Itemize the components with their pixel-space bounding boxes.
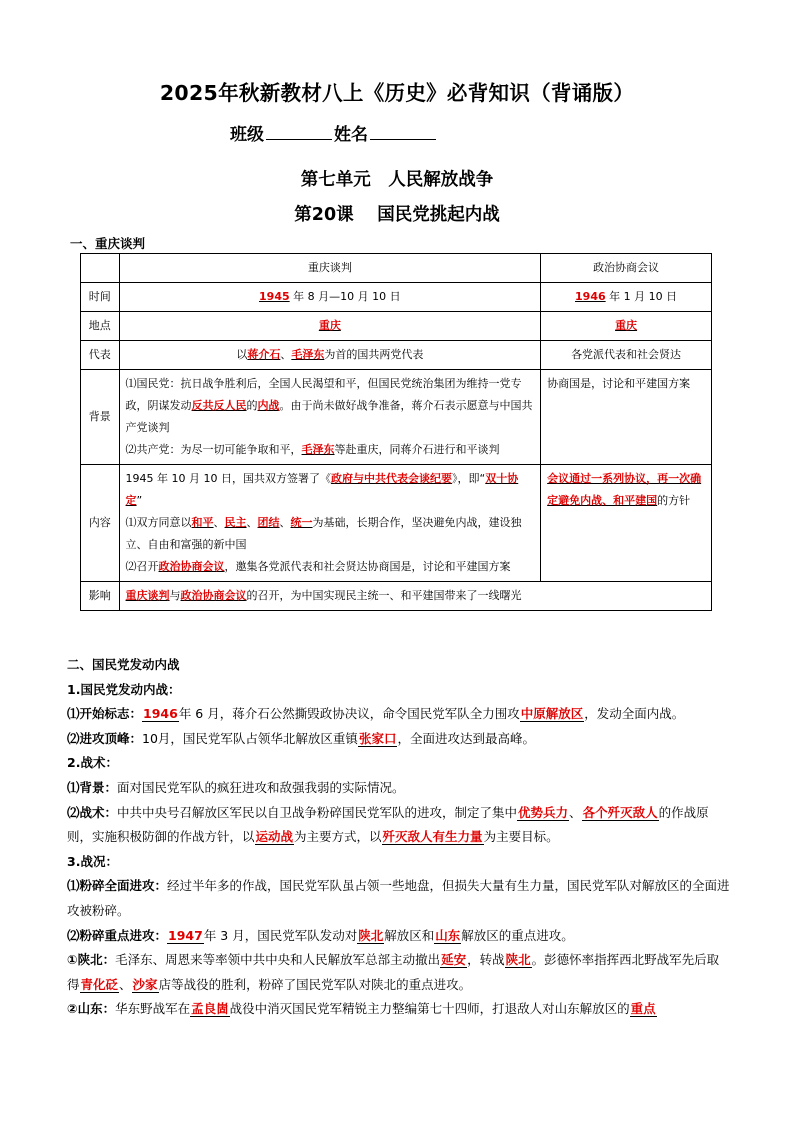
cell-cq-time xyxy=(119,283,541,312)
kmt-hl-civilwar: 内战 xyxy=(257,399,280,412)
rep-sep: 、 xyxy=(280,348,292,361)
table-row-impact xyxy=(81,582,712,611)
tactics-bg-text: 面对国民党军队的疯狂进攻和敌强我弱的实际情况。 xyxy=(117,779,405,795)
lesson-heading: 第20课 国民党挑起内战 xyxy=(294,205,500,225)
kmt-hl-anticomm: 反共反人民 xyxy=(191,399,247,412)
content-item-1 xyxy=(126,512,535,556)
name-label: 姓名 xyxy=(334,125,368,145)
item1-democracy: 民主 xyxy=(224,516,247,529)
comparison-table xyxy=(80,253,712,611)
col-header-chongqing: 重庆谈判 xyxy=(119,254,541,283)
cpc-text-b: 等赴重庆，同蒋介石进行和平谈判 xyxy=(334,443,500,456)
cell-cq-background xyxy=(119,370,541,465)
item1-sep-2: 、 xyxy=(246,516,258,529)
cell-cq-place xyxy=(119,312,541,341)
hl-shandong: 山东 xyxy=(435,927,461,943)
class-label: 班级 xyxy=(230,125,264,145)
section-heading-civilwar: 二、国民党发动内战 xyxy=(67,657,180,672)
table-row-content xyxy=(81,465,712,582)
cell-pcc-content xyxy=(541,465,712,582)
intro-text-b: 》，即“ xyxy=(452,472,486,485)
impact-hl-cq: 重庆谈判 xyxy=(125,589,170,602)
para-crush-key-offensive xyxy=(67,924,731,949)
subheading-tactics: 2.战术： xyxy=(67,755,118,771)
cell-cq-content xyxy=(119,465,541,582)
para-start-sign xyxy=(67,702,731,727)
para-offensive-peak xyxy=(67,727,731,752)
hl-1946: 1946 xyxy=(143,706,178,722)
background-kmt xyxy=(126,373,535,439)
hl-qinghuabian: 青化砭 xyxy=(80,976,119,992)
para-shandong xyxy=(67,997,731,1022)
cq-time-rest: 年 8 月—10 月 10 日 xyxy=(293,290,401,303)
para-tactics-background xyxy=(67,776,731,801)
item2-text-b: ，邀集各党派代表和社会贤达协商国是，讨论和平建国方案 xyxy=(224,560,511,573)
item1-peace: 和平 xyxy=(191,516,214,529)
key-text-b: 解放区和 xyxy=(384,927,435,943)
para-crush-full-offensive xyxy=(67,874,731,923)
item2-text-a: ⑵召开 xyxy=(125,560,159,573)
table-row-representatives xyxy=(81,341,712,370)
row-label-time: 时间 xyxy=(81,283,120,312)
cell-pcc-time xyxy=(541,283,712,312)
sx-sep: 、 xyxy=(119,976,132,992)
document-title: 2025年秋新教材八上《历史》必背知识（背诵版） xyxy=(159,81,635,105)
tactics-text-a: 中共中央号召解放区军民以自卫战争粉碎国民党军队的进攻，制定了集中 xyxy=(117,804,518,820)
label-shaanbei: ①陕北： xyxy=(67,952,116,968)
label-start-sign: ⑴开始标志： xyxy=(67,706,143,722)
pcc-time-rest: 年 1 月 10 日 xyxy=(609,290,678,303)
table-header-row xyxy=(81,254,712,283)
row-label-rep: 代表 xyxy=(81,341,120,370)
hl-shaanbei-2: 陕北 xyxy=(505,952,531,968)
tactics-text-b: 的作战原则，实施积极防御的作战方针，以 xyxy=(67,804,709,845)
tactics-text-d: 为主要目标。 xyxy=(483,829,559,845)
label-tactics-bg: ⑴背景： xyxy=(67,779,118,795)
key-text-a: 年 3 月，国民党军队发动对 xyxy=(203,927,358,943)
sx-text-b: ，转战 xyxy=(467,952,505,968)
cpc-text-a: ⑵共产党：为尽一切可能争取和平， xyxy=(125,443,302,456)
hl-key-point: 重点 xyxy=(630,1001,656,1017)
pcc-content-post: 的方针 xyxy=(657,494,691,507)
kmt-text-b: 的 xyxy=(246,399,258,412)
row-label-impact: 影响 xyxy=(81,582,120,611)
para-shaanbei xyxy=(67,948,731,997)
start-text-a: 年 6 月，蒋介石公然撕毁政协决议，命令国民党军队全力围攻 xyxy=(178,706,520,722)
label-shandong: ②山东： xyxy=(67,1001,116,1017)
hl-1947: 1947 xyxy=(168,927,203,943)
item1-sep-3: 、 xyxy=(279,516,291,529)
item1-text-a: ⑴双方同意以 xyxy=(125,516,192,529)
cell-pcc-rep: 各党派代表和社会贤达 xyxy=(541,341,712,370)
start-text-b: ，发动全面内战。 xyxy=(584,706,685,722)
intro-hl-summary: 政府与中共代表会谈纪要 xyxy=(331,472,453,485)
impact-hl-pcc: 政治协商会议 xyxy=(180,589,247,602)
section2-body xyxy=(67,653,731,1022)
row-label-background: 背景 xyxy=(81,370,120,465)
hl-central-plains: 中原解放区 xyxy=(520,706,584,722)
pcc-year: 1946 xyxy=(575,290,606,303)
cell-cq-rep xyxy=(119,341,541,370)
content-intro xyxy=(126,468,535,512)
row-label-place: 地点 xyxy=(81,312,120,341)
unit-heading: 第七单元 人民解放战争 xyxy=(300,170,494,190)
intro-text-c: ” xyxy=(136,494,143,507)
label-tactics: ⑵战术： xyxy=(67,804,118,820)
pcc-place: 重庆 xyxy=(615,319,638,332)
intro-hl-double-ten: 双十协定 xyxy=(125,472,519,507)
cell-pcc-background: 协商国是，讨论和平建国方案 xyxy=(541,370,712,465)
peak-text-b: ，全面进攻达到最高峰。 xyxy=(397,730,535,746)
student-info-line xyxy=(230,120,438,145)
key-text-c: 解放区的重点进攻。 xyxy=(461,927,574,943)
item1-unification: 统一 xyxy=(290,516,313,529)
impact-rest: 的召开，为中国实现民主统一、和平建国带来了一线曙光 xyxy=(246,589,522,602)
hl-mobile-warfare: 运动战 xyxy=(255,829,294,845)
sd-text-a: 华东野战军在 xyxy=(115,1001,191,1017)
cpc-hl-mao: 毛泽东 xyxy=(301,443,335,456)
item2-hl-pcc: 政治协商会议 xyxy=(158,560,225,573)
rep-mao: 毛泽东 xyxy=(291,348,325,361)
row-label-content: 内容 xyxy=(81,465,120,582)
sx-text-a: 毛泽东、周恩来等率领中共中央和人民解放军总部主动撤出 xyxy=(115,952,441,968)
hl-superior-force: 优势兵力 xyxy=(518,804,569,820)
pcc-content-hl: 会议通过一系列协议，再一次确定避免内战、和平建国 xyxy=(547,472,702,507)
table-corner-cell xyxy=(81,254,120,283)
hl-shajia: 沙家 xyxy=(132,976,158,992)
hl-shaanbei: 陕北 xyxy=(358,927,384,943)
section-heading-chongqing: 一、重庆谈判 xyxy=(70,236,146,251)
crush-full-text: 经过半年多的作战，国民党军队虽占领一些地盘，但损失大量有生力量，国民党军队对解放区的全面进攻被粉碎。 xyxy=(67,878,730,918)
item1-unity: 团结 xyxy=(257,516,280,529)
hl-menglianggu: 孟良崮 xyxy=(191,1001,229,1017)
hl-effective-strength: 歼灭敌人有生力量 xyxy=(382,829,483,845)
sx-text-d: 店等战役的胜利，粉碎了国民党军队对陕北的重点进攻。 xyxy=(158,976,472,992)
tactics-sep: 、 xyxy=(569,804,582,820)
label-peak: ⑵进攻顶峰： xyxy=(67,730,143,746)
para-tactics xyxy=(67,801,731,850)
table-row-time xyxy=(81,283,712,312)
col-header-pcc: 政治协商会议 xyxy=(541,254,712,283)
cell-pcc-place xyxy=(541,312,712,341)
sd-text-b: 战役中消灭国民党军精锐主力整编第七十四师，打退敌人对山东解放区的 xyxy=(229,1001,630,1017)
tactics-text-c: 为主要方式，以 xyxy=(294,829,382,845)
kmt-text-a: ⑴国民党：抗日战争胜利后，全国人民渴望和平，但国民党统治集团为维持一党专政，阴谋发动 xyxy=(125,377,522,412)
rep-jiang: 蒋介石 xyxy=(247,348,281,361)
label-crush-full: ⑴粉碎全面进攻： xyxy=(67,878,168,894)
label-crush-key: ⑵粉碎重点进攻： xyxy=(67,927,168,943)
name-blank[interactable] xyxy=(370,124,436,140)
item1-sep-1: 、 xyxy=(213,516,225,529)
rep-pre: 以 xyxy=(236,348,248,361)
class-blank[interactable] xyxy=(266,124,332,140)
cq-year: 1945 xyxy=(259,290,290,303)
subheading-launch: 1.国民党发动内战： xyxy=(67,681,181,697)
table-row-background xyxy=(81,370,712,465)
subheading-battle-status: 3.战况： xyxy=(67,853,118,869)
rep-post: 为首的国共两党代表 xyxy=(324,348,424,361)
cell-impact xyxy=(119,582,711,611)
kmt-text-c: 。由于尚未做好战争准备，蒋介石表示愿意与中国共产党谈判 xyxy=(125,399,533,434)
hl-annihilate-separately: 各个歼灭敌人 xyxy=(582,804,658,820)
peak-text-a: 10月，国民党军队占领华北解放区重镇 xyxy=(142,730,358,746)
intro-text-a: 1945 年 10 月 10 日，国共双方签署了《 xyxy=(125,472,332,485)
cq-place: 重庆 xyxy=(318,319,341,332)
hl-yanan: 延安 xyxy=(441,952,467,968)
sx-text-c: 。彭德怀率指挥西北野战军先后取得 xyxy=(67,952,720,992)
background-cpc xyxy=(126,439,535,461)
table-row-place xyxy=(81,312,712,341)
item1-text-b: 为基础，长期合作，坚决避免内战，建设独立、自由和富强的新中国 xyxy=(125,516,522,551)
hl-zhangjiakou: 张家口 xyxy=(358,730,397,746)
content-item-2 xyxy=(126,556,535,578)
impact-mid: 与 xyxy=(169,589,181,602)
